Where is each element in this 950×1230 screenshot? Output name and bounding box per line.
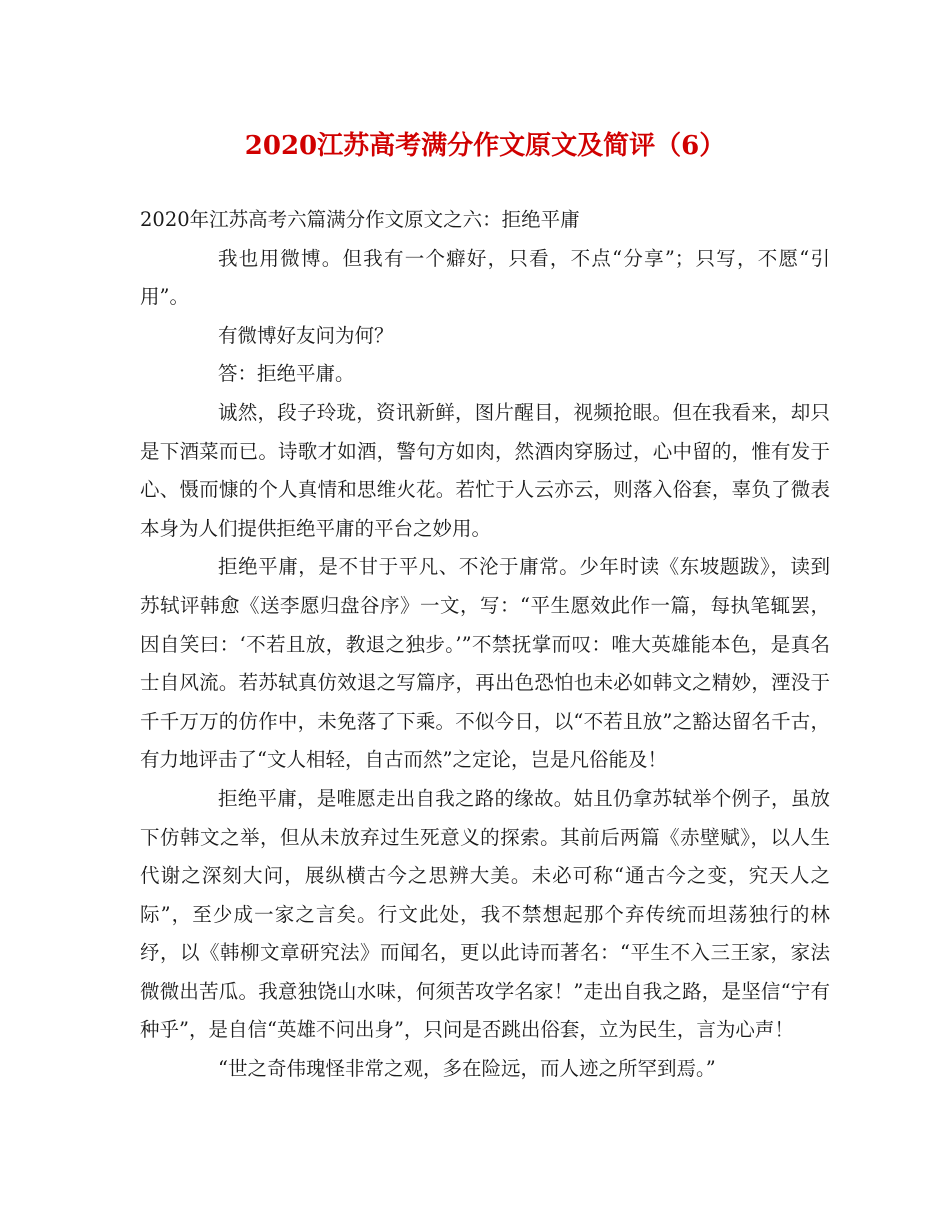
article-subtitle: 2020年江苏高考六篇满分作文原文之六：拒绝平庸 (140, 208, 580, 231)
paragraph: “世之奇伟瑰怪非常之观，多在险远，而人迹之所罕到焉。” (218, 1057, 716, 1081)
paragraph: 拒绝平庸，是不甘于平凡、不沦于庸常。少年时读《东坡题跋》，读到苏轼评韩愈《送李愿归盘谷序》一文，写：“平生愿效此作一篇，每执笔辄罢，因自笑曰：‘不若且放，教退之独步。’”不禁抚掌而叹：唯大英雄能本色，是真名士自风流。若苏轼真仿效退之写篇序，再出色恐怕也未必如韩文之精妙，湮没于千千万万的仿作中，未免落了下乘。不似今日，以“不若且放”之豁达留名千古，有力地评击了“文人相轻，自古而然”之定论，岂是凡俗能及！ (140, 555, 830, 772)
paragraph: 有微博好友问为何？ (218, 323, 394, 347)
article-body (140, 201, 830, 1089)
paragraph: 诚然，段子玲珑，资讯新鲜，图片醒目，视频抢眼。但在我看来，却只是下酒菜而已。诗歌才如酒，警句方如肉，然酒肉穿肠过，心中留的，惟有发于心、慑而慷的个人真情和思维火花。若忙于人云亦云，则落入俗套，辜负了微表本身为人们提供拒绝平庸的平台之妙用。 (140, 400, 830, 540)
paragraph: 我也用微博。但我有一个癖好，只看，不点“分享”；只写，不愿“引用”。 (140, 246, 830, 309)
page-title: 2020江苏高考满分作文原文及简评（6） (244, 131, 726, 161)
paragraph: 答：拒绝平庸。 (218, 362, 355, 386)
paragraph: 拒绝平庸，是唯愿走出自我之路的缘故。姑且仍拿苏轼举个例子，虽放下仿韩文之举，但从未放弃过生死意义的探索。其前后两篇《赤壁赋》，以人生代谢之深刻大问，展纵横古今之思辨大美。未必可称“通古今之变，究天人之际”，至少成一家之言矣。行文此处，我不禁想起那个弃传统而坦荡独行的林纾，以《韩柳文章研究法》而闻名，更以此诗而著名：“平生不入三王家，家法微微出苦瓜。我意独饶山水味，何须苦攻学名家！”走出自我之路，是坚信“宁有种乎”，是自信“英雄不问出身”，只问是否跳出俗套，立为民生，言为心声！ (140, 786, 830, 1042)
